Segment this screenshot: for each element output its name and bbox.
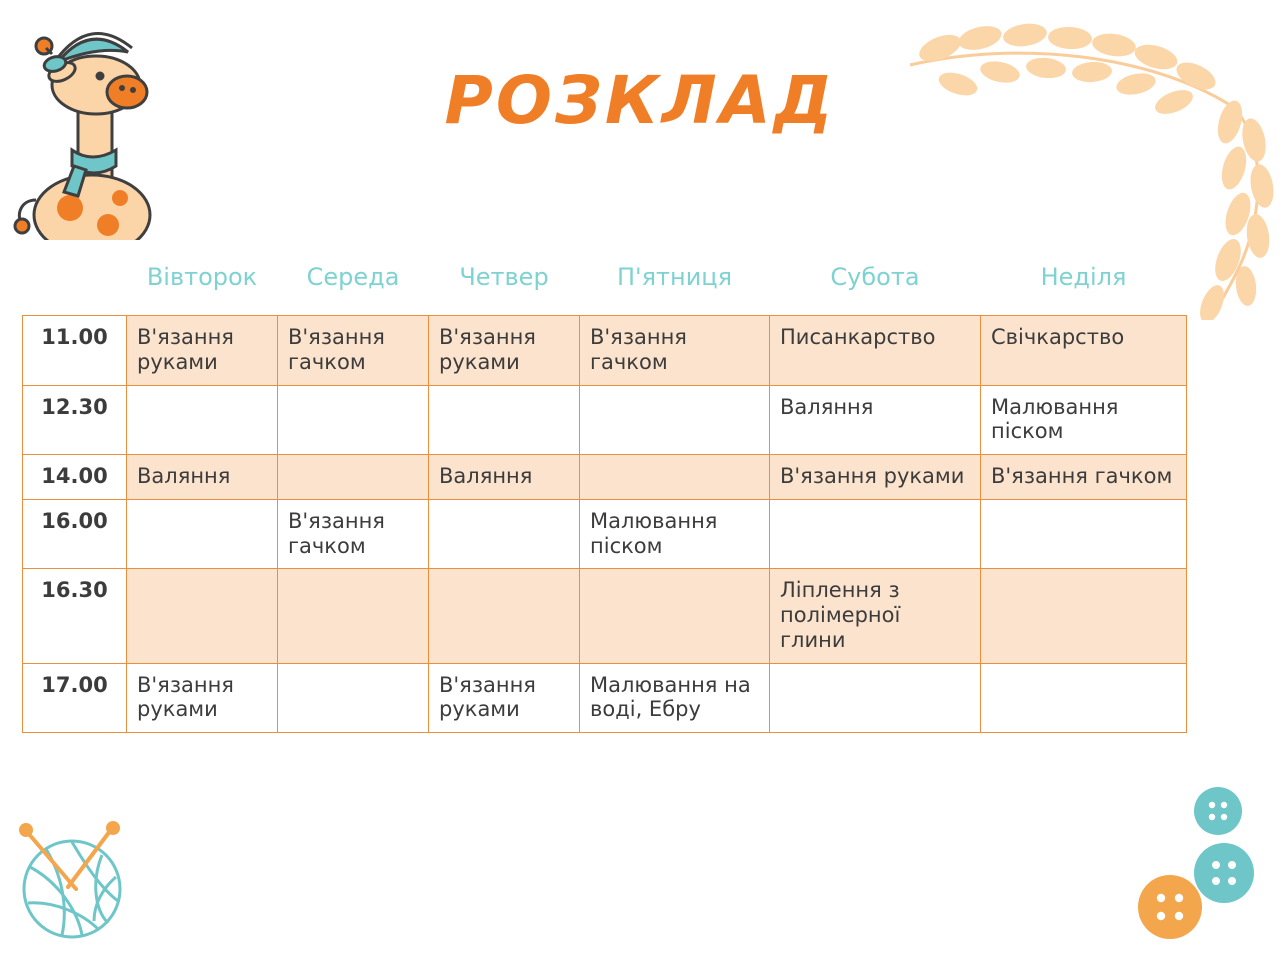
column-header-friday: П'ятниця [580,240,770,316]
table-row [23,569,1187,663]
schedule-cell: Малювання на воді, Ебру [580,663,770,733]
schedule-cell [278,455,429,500]
schedule-cell [278,385,429,455]
table-row [23,316,1187,386]
schedule-cell: Малювання піском [580,499,770,569]
schedule-cell: В'язання руками [770,455,981,500]
schedule-cell [580,455,770,500]
column-header-tuesday: Вівторок [127,240,278,316]
row-time: 16.30 [23,569,127,663]
schedule-cell: В'язання руками [429,316,580,386]
yarn-ball-illustration [6,817,166,952]
schedule-cell: Валяння [429,455,580,500]
table-row [23,499,1187,569]
schedule-cell [429,499,580,569]
schedule-cell [127,385,278,455]
schedule-cell: Малювання піском [981,385,1187,455]
schedule-cell [278,663,429,733]
table-corner-cell [23,240,127,316]
schedule-cell: В'язання руками [429,663,580,733]
schedule-cell: В'язання руками [127,316,278,386]
column-header-thursday: Четвер [429,240,580,316]
row-time: 12.30 [23,385,127,455]
schedule-cell: В'язання руками [127,663,278,733]
schedule-cell: Валяння [127,455,278,500]
row-time: 14.00 [23,455,127,500]
schedule-cell [278,569,429,663]
column-header-wednesday: Середа [278,240,429,316]
row-time: 11.00 [23,316,127,386]
schedule-cell: Валяння [770,385,981,455]
table-row [23,455,1187,500]
schedule-cell: В'язання гачком [278,499,429,569]
schedule-cell: Свічкарство [981,316,1187,386]
schedule-cell [127,499,278,569]
schedule-cell: Ліплення з полімерної глини [770,569,981,663]
table-row [23,385,1187,455]
schedule-cell [770,663,981,733]
schedule-cell [981,569,1187,663]
schedule-cell [127,569,278,663]
table-row [23,663,1187,733]
schedule-cell [981,663,1187,733]
schedule-cell: Писанкарство [770,316,981,386]
schedule-cell [580,385,770,455]
schedule-cell: В'язання гачком [278,316,429,386]
schedule-cell [429,385,580,455]
schedule-cell [429,569,580,663]
page-title: РОЗКЛАД [444,62,836,139]
schedule-cell [981,499,1187,569]
schedule-cell [580,569,770,663]
row-time: 17.00 [23,663,127,733]
table-header-row [23,240,1187,316]
schedule-cell: В'язання гачком [981,455,1187,500]
schedule-cell: В'язання гачком [580,316,770,386]
buttons-illustration [1132,785,1262,950]
column-header-sunday: Неділя [981,240,1187,316]
schedule-table-container [22,240,1182,733]
schedule-table [22,240,1187,733]
schedule-cell [770,499,981,569]
column-header-saturday: Субота [770,240,981,316]
row-time: 16.00 [23,499,127,569]
